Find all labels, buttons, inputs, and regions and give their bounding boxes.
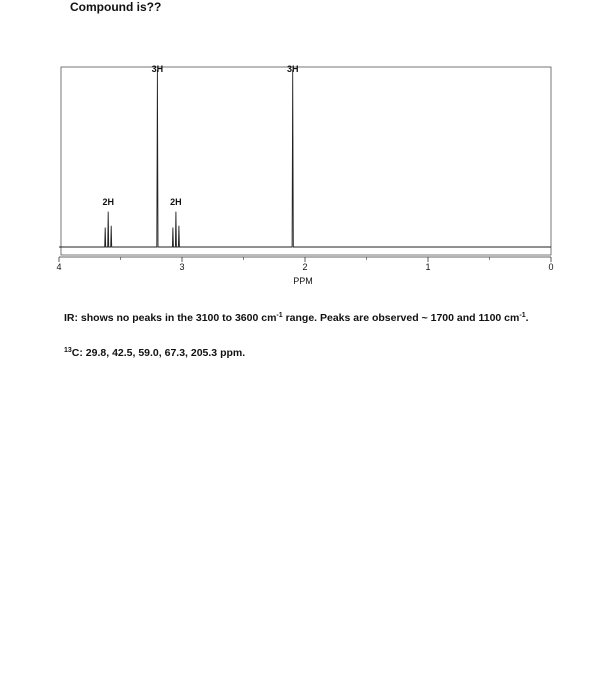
peak-integration-label: 2H bbox=[102, 197, 114, 207]
ir-text-prefix: IR: shows no peaks in the 3100 to 3600 cm bbox=[64, 312, 277, 324]
x-tick-label: 3 bbox=[179, 262, 185, 272]
c13-description bbox=[64, 347, 245, 359]
x-tick-label: 4 bbox=[56, 262, 62, 272]
x-tick-label: 1 bbox=[425, 262, 431, 272]
ir-text-suffix: . bbox=[525, 312, 529, 324]
page-title: Compound is?? bbox=[70, 0, 162, 14]
c13-superscript: 13 bbox=[64, 347, 72, 354]
ir-superscript-1: -1 bbox=[276, 312, 283, 319]
ir-text-middle: range. Peaks are observed ~ 1700 and 1100 cm bbox=[282, 312, 520, 324]
ir-superscript-2: -1 bbox=[519, 312, 526, 319]
x-tick-label: 2 bbox=[302, 262, 308, 272]
ir-description bbox=[64, 312, 529, 324]
c13-text: C: 29.8, 42.5, 59.0, 67.3, 205.3 ppm. bbox=[71, 347, 246, 359]
nmr-spectrum-chart bbox=[0, 0, 608, 300]
plot-frame bbox=[61, 67, 551, 255]
x-axis-label: PPM bbox=[293, 276, 313, 286]
peak-integration-label: 2H bbox=[170, 197, 182, 207]
x-tick-label: 0 bbox=[548, 262, 554, 272]
spectrum-trace bbox=[59, 70, 551, 247]
peak-integration-label: 3H bbox=[286, 64, 299, 74]
peak-integration-label: 3H bbox=[151, 64, 164, 74]
